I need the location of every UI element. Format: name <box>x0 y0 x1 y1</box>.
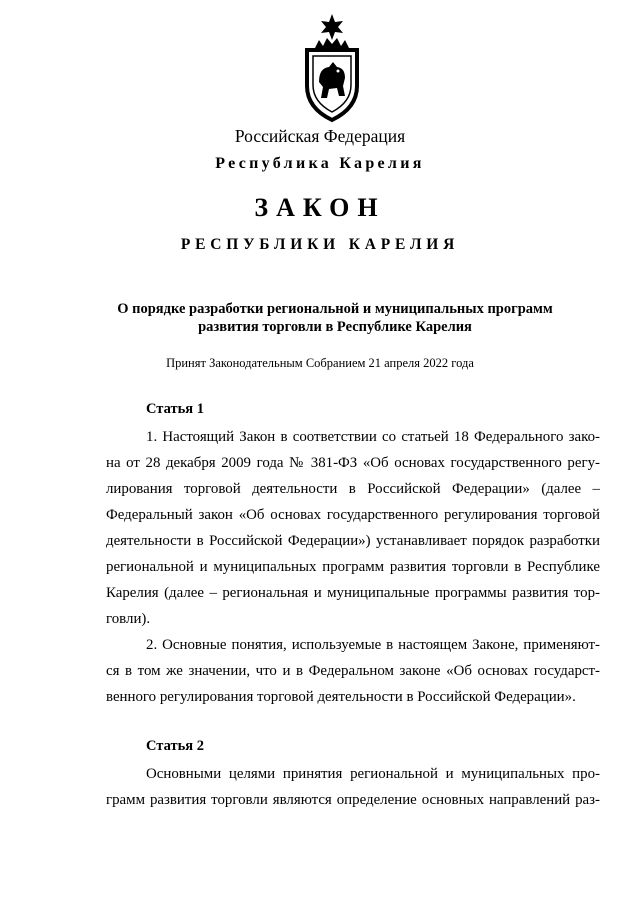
article-text-line: Основными целями принятия региональной и муниципальных про- <box>146 766 600 782</box>
article-text-line: региональной и муниципальных программ развития торговли в Республике <box>106 559 600 575</box>
article-text-line: Федеральный закон «Об основах государственного регулирования торговой <box>106 507 600 523</box>
law-title: ЗАКОН <box>254 193 386 222</box>
article-text-line: ся в том же значении, что и в Федеральном законе «Об основах государст- <box>106 663 600 679</box>
document-title-line: развития торговли в Республике Карелия <box>198 319 472 335</box>
document-title <box>95 300 575 336</box>
adoption-note: Принят Законодательным Собранием 21 апреля 2022 года <box>166 356 474 370</box>
republic-label: Республика Карелия <box>215 155 425 172</box>
article-text-line: 2. Основные понятия, используемые в настоящем Законе, применяют- <box>146 637 600 653</box>
law-subtitle: РЕСПУБЛИКИ КАРЕЛИЯ <box>180 236 460 253</box>
document-title-line: О порядке разработки региональной и муниципальных программ <box>117 301 553 317</box>
article-text-line: Карелия (далее – региональная и муниципальные программы развития тор- <box>106 585 600 601</box>
article-text-line: говли). <box>106 611 151 627</box>
article-text-line: деятельности в Российской Федерации») устанавливает порядок разработки <box>106 533 600 549</box>
article-heading: Статья 1 <box>146 401 204 417</box>
article-text-line: лирования торговой деятельности в Российской Федерации» (далее – <box>106 481 600 497</box>
article-text-line: на от 28 декабря 2009 года № 381-ФЗ «Об основах государственного регу- <box>106 455 600 471</box>
article-text-line: 1. Настоящий Закон в соответствии со статьей 18 Федерального зако- <box>146 429 600 445</box>
article-text-line: венного регулирования торговой деятельности в Российской Федерации». <box>106 689 576 705</box>
article-heading: Статья 2 <box>146 738 204 754</box>
federation-label: Российская Федерация <box>234 126 406 146</box>
coat-of-arms-emblem <box>297 12 367 124</box>
article-text-line: грамм развития торговли являются определение основных направлений раз- <box>106 792 600 808</box>
